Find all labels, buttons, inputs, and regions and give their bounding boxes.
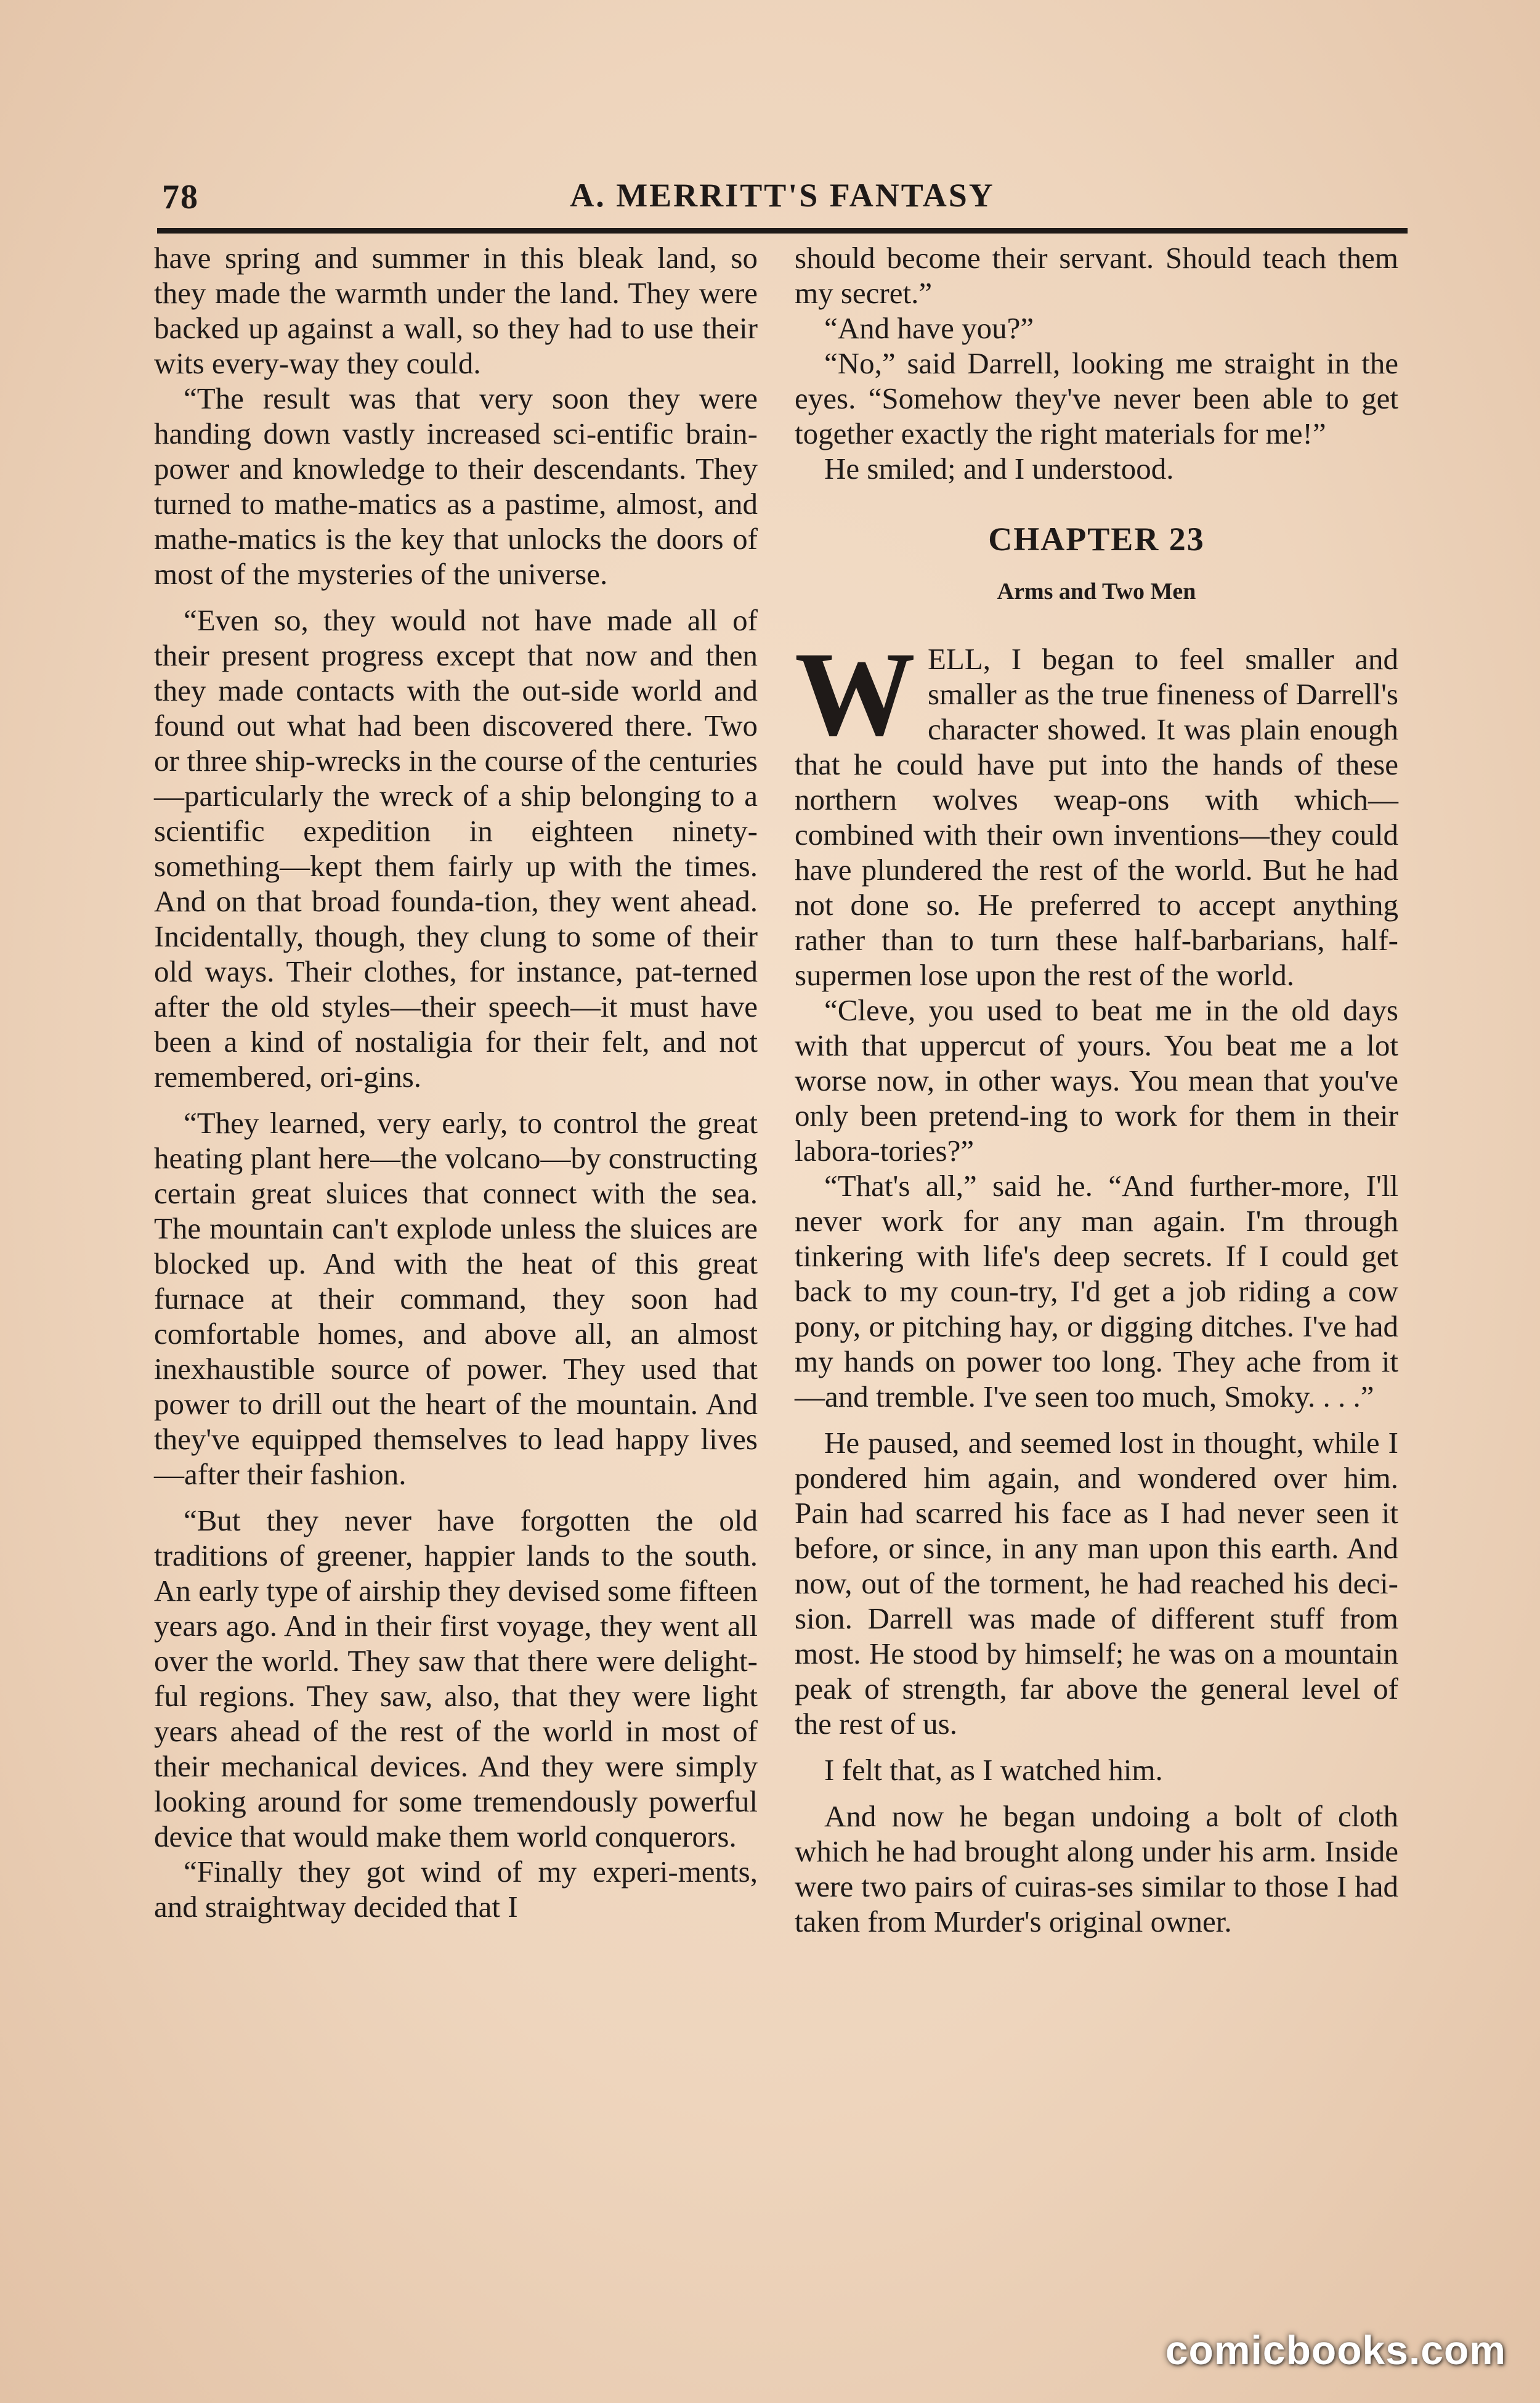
paragraph: “Even so, they would not have made all of their present progress except that now and then they made contacts with the out-side world and found out what had been discovered there. Two or three ship-wrecks in the course of the centuries—particularly the wreck of a ship belonging to a scientific expedition in eighteen ninety-something—kept them fairly up with the times. And on that broad founda-tion, they went ahead. Incidentally, though, they clung to some of their old ways. Their clothes, for instance, pat-terned after the old styles—their speech—it must have been a kind of nostaligia for their felt, and not remembered, ori-gins. xyxy=(154,603,758,1094)
paragraph: “And have you?” xyxy=(824,311,1034,345)
opening-text: ELL, I began to feel smaller and smaller as the true fineness of Darrell's character showed. It was plain enough that he could have put into the hands of these northern wolves weap-ons with which—combined with their own inventions—they could have plundered the rest of the world. But he had not done so. He preferred to accept anything rather than to turn these half-barbarians, half-supermen lose upon the rest of the world. xyxy=(795,642,1398,992)
paragraph: “They learned, very early, to control the great heating plant here—the volcano—by constructing certain great sluices that connect with the sea. The mountain can't explode unless the sluices are blocked up. And with the heat of this great furnace at their command, they soon had comfortable homes, and above all, an almost inexhaustible source of power. They used that power to drill out the heart of the mountain. And they've equipped themselves to lead happy lives—after their fashion. xyxy=(154,1106,758,1491)
paragraph: He paused, and seemed lost in thought, while I pondered him again, and wondered over him. Pain had scarred his face as I had never seen it before, or since, in any man upon this earth. And now, out of the torment, he had reached his deci-sion. Darrell was made of different stuff from most. He stood by himself; he was on a mountain peak of strength, far above the general level of the rest of us. xyxy=(795,1426,1398,1741)
watermark: comicbooks.com xyxy=(1165,2327,1506,2373)
paragraph: “The result was that very soon they were handing down vastly increased sci-entific brain-power and knowledge to their descendants. They turned to mathe-matics as a pastime, almost, and mathe-matics is the key that unlocks the doors of most of the mysteries of the universe. xyxy=(154,381,758,591)
running-head: A. MERRITT'S FANTASY xyxy=(570,177,995,214)
page-header xyxy=(157,171,1408,234)
drop-cap: W xyxy=(795,627,915,761)
paragraph: “Cleve, you used to beat me in the old days with that uppercut of yours. You beat me a lot worse now, in other ways. You mean that you've only been pretend-ing to work for them in their labora-tories?” xyxy=(795,993,1398,1168)
paragraph: And now he began undoing a bolt of cloth which he had brought along under his arm. Inside were two pairs of cuiras-ses similar to those I had taken from Murder's original owner. xyxy=(795,1799,1398,1938)
paragraph: “Finally they got wind of my experi-ments, and straightway decided that I xyxy=(154,1855,758,1924)
paragraph: “But they never have forgotten the old traditions of greener, happier lands to the south. An early type of airship they devised some fifteen years ago. And in their first voyage, they went all over the world. They saw that there were delight-ful regions. They saw, also, that they were light years ahead of the rest of the world in most of their mechanical devices. And they were simply looking around for some tremendously powerful device that would make them world conquerors. xyxy=(154,1503,758,1853)
paragraph: “No,” said Darrell, looking me straight in the eyes. “Somehow they've never been able to get together exactly the right materials for me!” xyxy=(795,346,1398,450)
chapter-heading: CHAPTER 23 xyxy=(988,521,1205,558)
page-number: 78 xyxy=(162,178,199,216)
paragraph: I felt that, as I watched him. xyxy=(824,1753,1163,1787)
chapter-subtitle: Arms and Two Men xyxy=(997,579,1196,604)
chapter-opening-paragraph xyxy=(795,627,1398,993)
paragraph: “That's all,” said he. “And further-more, I'll never work for any man again. I'm through tinkering with life's deep secrets. If I could get back to my coun-try, I'd get a job riding a cow pony, or pitching hay, or digging ditches. I've had my hands on power too long. They ache from it—and tremble. I've seen too much, Smoky. . . .” xyxy=(795,1169,1398,1413)
left-column xyxy=(154,240,758,1924)
right-column xyxy=(795,240,1398,1939)
paragraph: He smiled; and I understood. xyxy=(824,452,1174,486)
paragraph: have spring and summer in this bleak land, so they made the warmth under the land. They were backed up against a wall, so they had to use their wits every-way they could. xyxy=(154,241,758,380)
paragraph: should become their servant. Should teach them my secret.” xyxy=(795,241,1398,310)
